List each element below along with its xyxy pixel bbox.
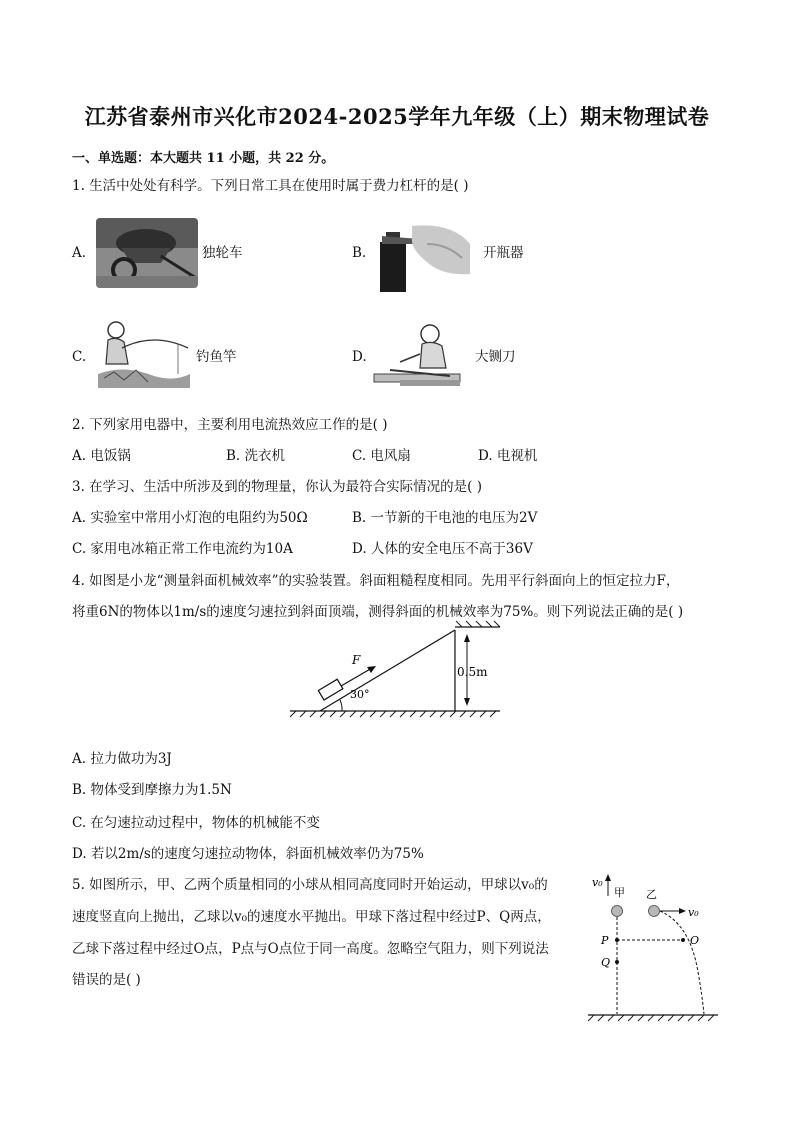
question-5-line-1: 5. 如图所示，甲、乙两个质量相同的小球从相同高度同时开始运动，甲球以v₀的 [72,877,548,893]
question-5-line-3: 乙球下落过程中经过O点，P点与O点位于同一高度。忽略空气阻力，则下列说法 [72,941,549,957]
q3-option-b: B. 一节新的干电池的电压为2V [352,510,538,526]
q4-option-b: B. 物体受到摩擦力为1.5N [72,782,232,798]
q1-option-c-label: 钓鱼竿 [196,349,237,365]
v0-yi-label: v₀ [688,906,699,919]
v0-up-arrow [605,874,611,881]
question-3-stem: 3. 在学习、生活中所涉及到的物理量，你认为最符合实际情况的是( ) [72,479,482,495]
point-q-label: Q [601,956,611,969]
q3-option-a: A. 实验室中常用小灯泡的电阻约为50Ω [72,510,308,526]
question-5-line-2: 速度竖直向上抛出，乙球以v₀的速度水平抛出。甲球下落过程中经过P、Q两点， [72,909,551,925]
projectile-diagram [586,872,722,1024]
jia-label: 甲 [614,886,625,899]
q1-option-b-letter: B. [352,245,367,261]
question-2-stem: 2. 下列家用电器中，主要利用电流热效应工作的是( ) [72,417,388,433]
wheelbarrow-photo [96,218,198,288]
question-5-line-4: 错误的是( ) [72,972,141,988]
q1-option-a-label: 独轮车 [202,245,243,261]
yi-label: 乙 [646,888,657,901]
q1-option-b-label: 开瓶器 [483,245,524,261]
page-title: 江苏省泰州市兴化市2024-2025学年九年级（上）期末物理试卷 [84,104,710,129]
q1-option-d-letter: D. [352,349,367,365]
fishing-rod-photo [94,318,194,388]
height-label: 0.5m [457,665,488,679]
incline-diagram [286,620,506,720]
v0-right-arrow [679,908,686,914]
q1-option-c-letter: C. [72,349,87,365]
block [318,679,343,700]
point-p-label: P [601,934,609,947]
angle-label: 30° [350,688,370,701]
question-4-line-2: 将重6N的物体以1m/s的速度匀速拉到斜面顶端，测得斜面的机械效率为75%。则下列说法正确的是( ) [72,604,684,620]
point-o-label: O [690,934,700,947]
question-4-line-1: 4. 如图是小龙“测量斜面机械效率”的实验装置。斜面粗糙程度相同。先用平行斜面向上的恒定拉力F， [72,573,680,589]
question-1-stem: 1. 生活中处处有科学。下列日常工具在使用时属于费力杠杆的是( ) [72,178,469,194]
q2-option-a: A. 电饭锅 [72,448,131,464]
bottle-opener-photo [372,214,472,294]
q4-option-a: A. 拉力做功为3J [72,751,172,767]
q2-option-d: D. 电视机 [478,448,538,464]
q3-option-d: D. 人体的安全电压不高于36V [352,541,533,557]
q2-option-b: B. 洗衣机 [226,448,286,464]
q1-option-a-letter: A. [72,245,87,261]
v0-jia-label: v₀ [592,876,603,889]
chaff-cutter-photo [370,318,472,390]
ball-jia [612,906,623,917]
q4-option-c: C. 在匀速拉动过程中，物体的机械能不变 [72,815,320,831]
q3-option-c: C. 家用电冰箱正常工作电流约为10A [72,541,293,557]
q2-option-c: C. 电风扇 [352,448,411,464]
ball-yi [649,906,660,917]
section-heading: 一、单选题：本大题共 11 小题，共 22 分。 [72,151,335,166]
force-label: F [352,653,361,667]
q1-option-d-label: 大铡刀 [475,349,516,365]
q4-option-d: D. 若以2m/s的速度匀速拉动物体，斜面机械效率仍为75% [72,846,424,862]
